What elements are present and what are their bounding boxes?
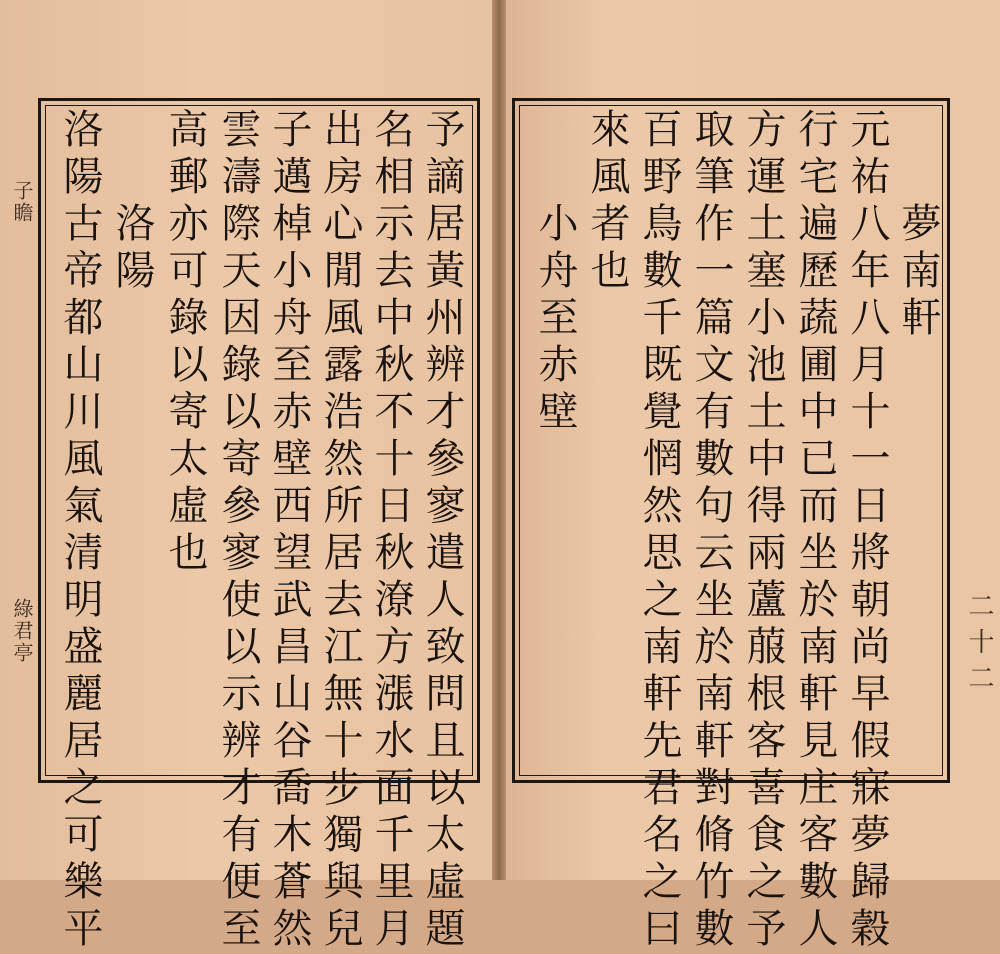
left-column-6: 高郵亦可錄以寄太虛也 (162, 108, 208, 578)
right-column-4: 取筆作一篇文有數句云坐於南軒對脩竹數 (688, 108, 734, 954)
right-section-title-xiaozhou: 小舟至赤壁 (532, 108, 578, 437)
left-column-2: 名相示去中秋不十日秋潦方漲水面千里月 (368, 108, 414, 954)
right-column-2: 行宅遍歷蔬圃中已而坐於南軒見庄客數人 (792, 108, 838, 954)
left-section-title-luoyang: 洛陽 (109, 108, 155, 296)
left-column-8: 洛陽古帝都山川風氣清明盛麗居之可樂平 (57, 108, 103, 954)
left-column-3: 出房心閒風露浩然所居去江無十步獨與兒 (317, 108, 363, 954)
left-margin-heading: 子瞻 (10, 180, 34, 224)
right-column-3: 方運土塞小池土中得兩蘆菔根客喜食之予 (740, 108, 786, 954)
book-gutter (492, 0, 506, 880)
page-number: 二十二 (964, 592, 994, 700)
left-column-4: 子邁棹小舟至赤壁西望武昌山谷喬木蒼然 (266, 108, 312, 954)
right-column-1: 元祐八年八月十一日將朝尚早假寐夢歸穀 (844, 108, 890, 954)
left-column-1: 予謫居黃州辨才參寥遣人致問且以太虛題 (419, 108, 465, 954)
left-column-5: 雲濤際天因錄以寄參寥使以示辨才有便至 (215, 108, 261, 954)
right-section-title-mengnanxuan: 夢南軒 (895, 108, 941, 343)
right-column-6: 來風者也 (584, 108, 630, 296)
right-column-5: 百野鳥數千既覺惘然思之南軒先君名之曰 (636, 108, 682, 954)
left-page (0, 0, 493, 954)
left-margin-studio-name: 綠君亭 (10, 598, 34, 664)
